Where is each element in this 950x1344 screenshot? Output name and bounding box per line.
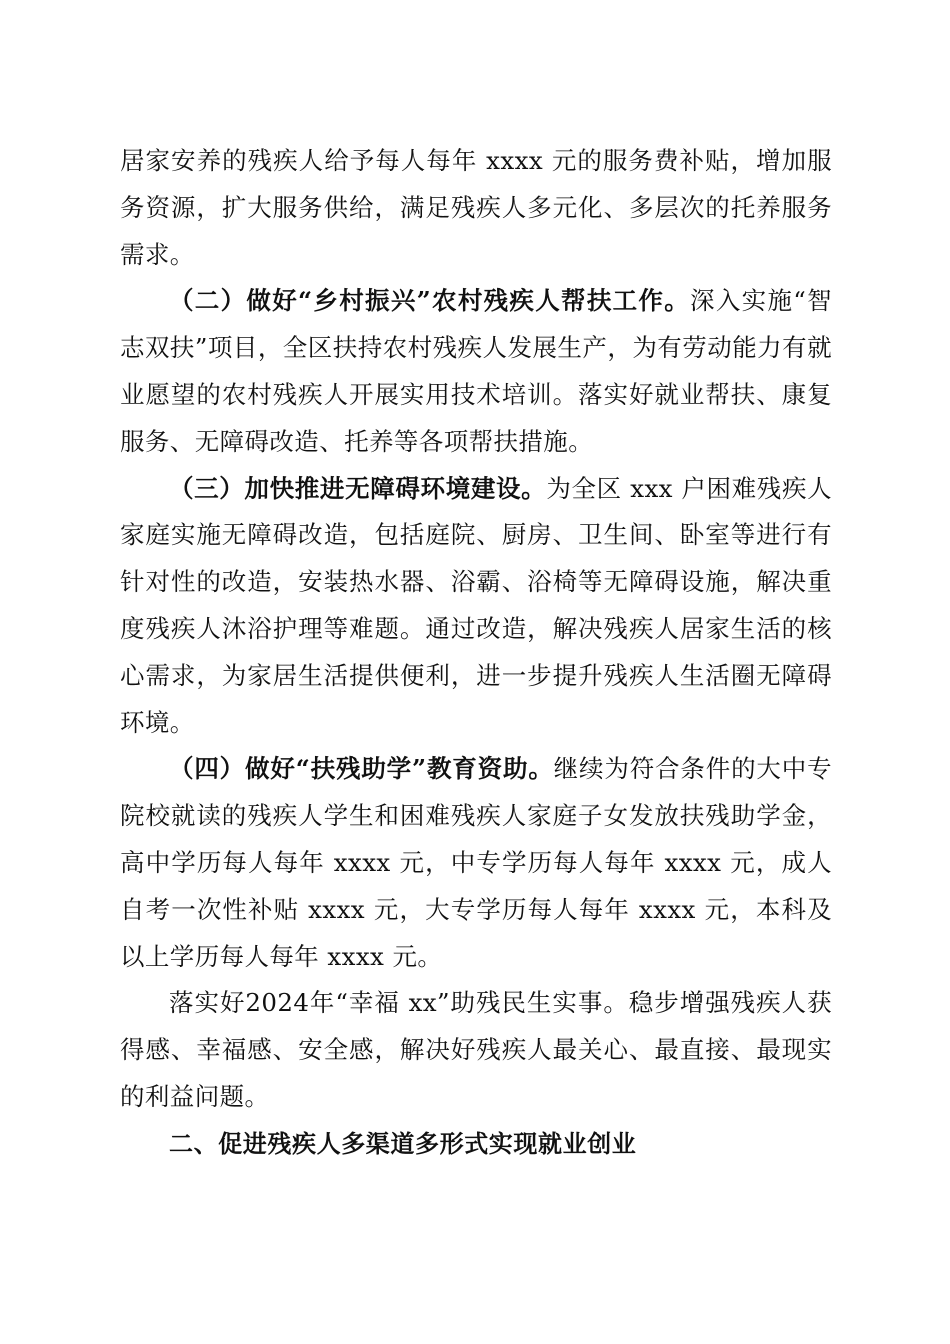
paragraph-text: 为全区 xxx 户困难残疾人家庭实施无障碍改造，包括庭院、厨房、卫生间、卧室等进行有针对性的改造，安装热水器、浴霸、浴椅等无障碍设施，解决重度残疾人沐浴护理等难题。通过改造，解决残疾人居家生活的核心需求，为家居生活提供便利，进一步提升残疾人生活圈无障碍环境。 [120,473,832,737]
paragraph-text: 落实好2024年“幸福 xx”助残民生实事。稳步增强残疾人获得感、幸福感、安全感，解决好残疾人最关心、最直接、最现实的利益问题。 [120,988,832,1111]
paragraph-continuation [120,138,832,278]
paragraph-text: 深入实施“智志双扶”项目，全区扶持农村残疾人发展生产，为有劳动能力有就业愿望的农村残疾人开展实用技术培训。落实好就业帮扶、康复服务、无障碍改造、托养等各项帮扶措施。 [120,286,832,456]
paragraph-rural-revitalization [120,278,832,465]
paragraph-livelihood [120,980,832,1120]
paragraph-lead: （四）做好“扶残助学”教育资助。 [169,754,554,784]
paragraph-text: 居家安养的残疾人给予每人每年 xxxx 元的服务费补贴，增加服务资源，扩大服务供给，满足残疾人多元化、多层次的托养服务需求。 [120,146,832,269]
paragraph-education-aid [120,746,832,980]
paragraph-text: 继续为符合条件的大中专院校就读的残疾人学生和困难残疾人家庭子女发放扶残助学金，高中学历每人每年 xxxx 元，中专学历每人每年 xxxx 元，成人自考一次性补贴 xxxx 元，大专学历每人每年 xxxx 元，本科及以上学历每人每年 xxxx 元。 [120,754,832,971]
paragraph-barrier-free [120,466,832,747]
document-body [120,138,832,1168]
paragraph-lead: （二）做好“乡村振兴”农村残疾人帮扶工作。 [169,286,691,316]
paragraph-lead: （三）加快推进无障碍环境建设。 [169,473,547,503]
section-heading: 二、促进残疾人多渠道多形式实现就业创业 [169,1129,637,1158]
